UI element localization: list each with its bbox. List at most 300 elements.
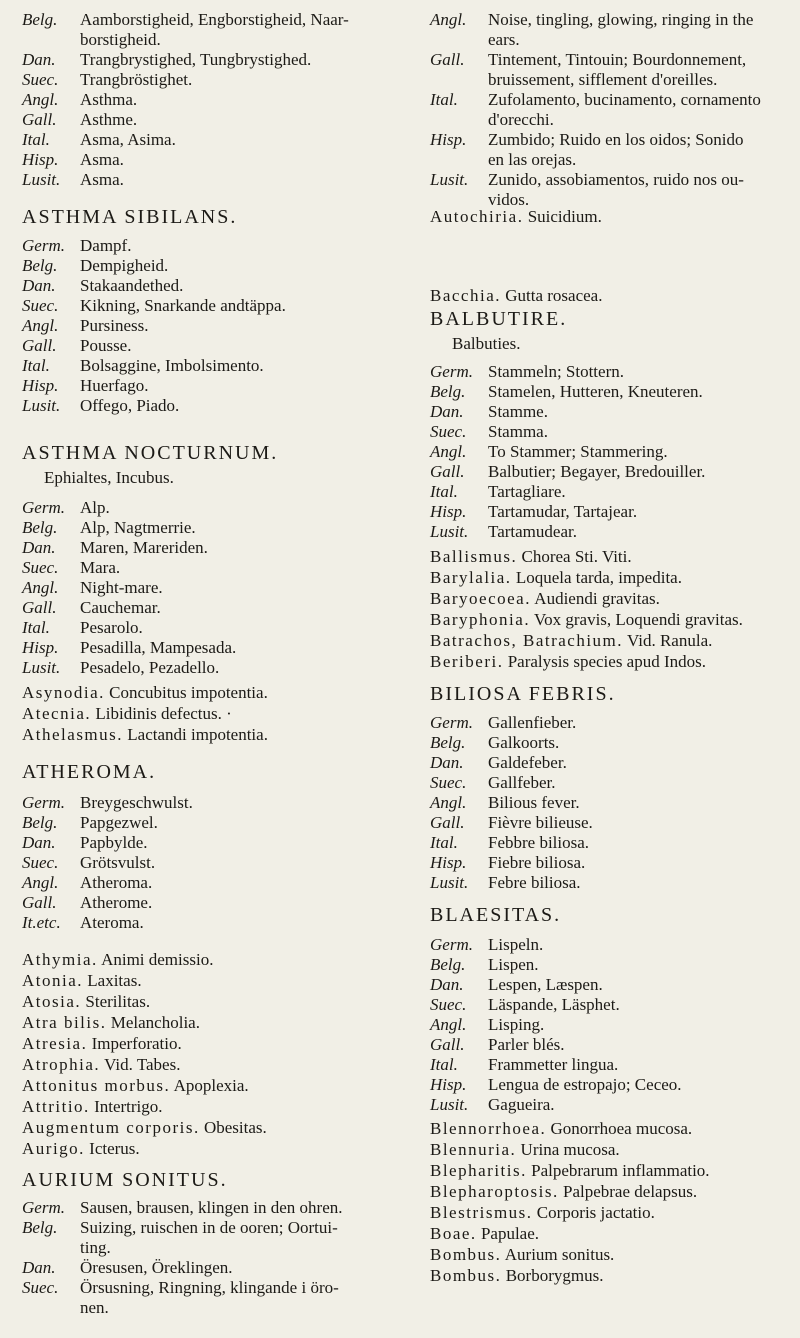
glossary-entry <box>430 285 790 306</box>
translation-row <box>22 893 402 913</box>
language-label: Germ. <box>430 713 473 732</box>
glossary-entry <box>430 1202 790 1223</box>
section-block <box>430 903 790 927</box>
section-block <box>430 10 790 210</box>
language-label: Dan. <box>430 402 464 421</box>
entry-definition: Suicidium. <box>527 207 602 226</box>
translation-text: Alp. <box>80 498 110 517</box>
translation-text: Parler blés. <box>488 1035 565 1054</box>
language-label: Belg. <box>430 955 466 974</box>
entry-term: Bombus. <box>430 1245 502 1264</box>
section-block <box>22 498 402 678</box>
section-block <box>22 468 402 488</box>
translation-text: Zumbido; Ruido en los oidos; Sonido en las orejas. <box>488 130 744 169</box>
translation-row <box>430 995 790 1015</box>
translation-text: Alp, Nagtmerrie. <box>80 518 196 537</box>
language-label: Dan. <box>22 276 56 295</box>
translation-text: Noise, tingling, glowing, ringing in the ears. <box>488 10 754 49</box>
translation-row <box>22 10 402 50</box>
entry-definition: Vid. Tabes. <box>104 1055 181 1074</box>
entry-definition: Melancholia. <box>110 1013 200 1032</box>
translation-row <box>22 150 402 170</box>
translation-row <box>22 833 402 853</box>
section-block <box>22 760 402 784</box>
glossary-entry <box>430 1244 790 1265</box>
translation-text: Stakaandethed. <box>80 276 184 295</box>
translation-row <box>430 833 790 853</box>
glossary-entry <box>22 1012 402 1033</box>
glossary-entry <box>430 567 790 588</box>
entry-term: Baryphonia. <box>430 610 531 629</box>
translation-row <box>430 90 790 130</box>
entry-term: Augmentum corporis. <box>22 1118 200 1137</box>
translation-text: Cauchemar. <box>80 598 161 617</box>
translation-row <box>430 773 790 793</box>
translation-text: Atherome. <box>80 893 153 912</box>
language-label: Angl. <box>22 316 59 335</box>
translation-row <box>22 598 402 618</box>
translation-row <box>22 316 402 336</box>
entry-term: Blepharitis. <box>430 1161 527 1180</box>
translation-text: Tartamudear. <box>488 522 577 541</box>
translation-text: Lisping. <box>488 1015 545 1034</box>
translation-text: Asma, Asima. <box>80 130 176 149</box>
glossary-entry <box>430 1223 790 1244</box>
translation-text: Bolsaggine, Imbolsimento. <box>80 356 264 375</box>
translation-row <box>22 256 402 276</box>
translation-row <box>22 578 402 598</box>
translation-row <box>430 362 790 382</box>
translation-text: Atheroma. <box>80 873 153 892</box>
translation-text: Dempigheid. <box>80 256 169 275</box>
section-block <box>22 441 402 465</box>
entry-definition: Borborygmus. <box>505 1266 604 1285</box>
translation-text: Asthma. <box>80 90 138 109</box>
section-block <box>22 205 402 229</box>
translation-text: Fièvre bilieuse. <box>488 813 593 832</box>
entry-definition: Papulae. <box>480 1224 540 1243</box>
translation-row <box>430 975 790 995</box>
language-label: Angl. <box>430 442 467 461</box>
entry-definition: Animi demissio. <box>101 950 214 969</box>
language-label: Angl. <box>22 873 59 892</box>
translation-text: Stammeln; Stottern. <box>488 362 624 381</box>
glossary-entry <box>22 991 402 1012</box>
entry-term: Blennuria. <box>430 1140 517 1159</box>
language-label: Ital. <box>430 833 458 852</box>
entry-definition: Palpebrarum inflammatio. <box>531 1161 710 1180</box>
section-block <box>22 1198 402 1318</box>
entry-definition: Intertrigo. <box>94 1097 163 1116</box>
section-block <box>430 307 790 331</box>
translation-row <box>430 793 790 813</box>
translation-text: Papbylde. <box>80 833 148 852</box>
translation-text: Febbre biliosa. <box>488 833 590 852</box>
translation-text: Night-mare. <box>80 578 163 597</box>
translation-text: Stamma. <box>488 422 548 441</box>
translation-text: Tartagliare. <box>488 482 566 501</box>
translation-text: Stamelen, Hutteren, Kneuteren. <box>488 382 703 401</box>
glossary-entry <box>430 609 790 630</box>
translation-text: Asma. <box>80 150 124 169</box>
entry-term: Athymia. <box>22 950 98 969</box>
language-label: Ital. <box>430 90 458 109</box>
entry-definition: Paralysis species apud Indos. <box>507 652 707 671</box>
language-label: Dan. <box>22 1258 56 1277</box>
section-block <box>430 713 790 893</box>
language-label: Ital. <box>430 482 458 501</box>
entry-term: Autochiria. <box>430 207 524 226</box>
translation-row <box>22 356 402 376</box>
language-label: Suec. <box>22 558 59 577</box>
translation-text: Dampf. <box>80 236 132 255</box>
language-label: Belg. <box>22 518 58 537</box>
language-label: Ital. <box>22 356 50 375</box>
translation-row <box>430 1095 790 1115</box>
translation-row <box>22 70 402 90</box>
glossary-entry <box>430 1118 790 1139</box>
entry-definition: Gutta rosacea. <box>505 286 603 305</box>
entry-definition: Audiendi gravitas. <box>534 589 660 608</box>
section-subtitle: Ephialtes, Incubus. <box>44 468 174 487</box>
translation-text: Asma. <box>80 170 124 189</box>
section-subtitle: Balbuties. <box>452 334 521 353</box>
translation-row <box>430 422 790 442</box>
translation-text: Zunido, assobiamentos, ruido nos ou- vidos. <box>488 170 744 209</box>
section-heading: ASTHMA SIBILANS. <box>22 206 238 228</box>
language-label: Belg. <box>22 813 58 832</box>
translation-text: Trangbrystighed, Tungbrystighed. <box>80 50 312 69</box>
section-block <box>430 682 790 706</box>
translation-text: Kikning, Snarkande andtäppa. <box>80 296 286 315</box>
translation-row <box>430 955 790 975</box>
glossary-entry <box>22 1075 402 1096</box>
language-label: Germ. <box>22 498 65 517</box>
translation-row <box>22 1218 402 1258</box>
translation-text: Stamme. <box>488 402 548 421</box>
section-block <box>22 236 402 416</box>
language-label: Dan. <box>430 753 464 772</box>
translation-text: Balbutier; Begayer, Bredouiller. <box>488 462 706 481</box>
translation-text: Tintement, Tintouin; Bourdonnement, bruissement, sifflement d'oreilles. <box>488 50 747 89</box>
translation-text: Pesadilla, Mampesada. <box>80 638 237 657</box>
translation-row <box>22 50 402 70</box>
translation-text: Papgezwel. <box>80 813 158 832</box>
translation-row <box>430 753 790 773</box>
translation-text: Pesadelo, Pezadello. <box>80 658 220 677</box>
entry-definition: Vid. Ranula. <box>626 631 713 650</box>
glossary-entry <box>430 651 790 672</box>
translation-row <box>430 10 790 50</box>
section-block <box>430 362 790 542</box>
glossary-entry <box>430 1181 790 1202</box>
language-label: Dan. <box>430 975 464 994</box>
section-block <box>22 682 402 745</box>
language-label: Angl. <box>430 10 467 29</box>
language-label: Germ. <box>430 362 473 381</box>
section-heading: ATHEROMA. <box>22 761 157 783</box>
translation-text: Läspande, Läsphet. <box>488 995 620 1014</box>
glossary-entry <box>430 1265 790 1286</box>
translation-row <box>430 382 790 402</box>
translation-row <box>22 170 402 190</box>
entry-definition: Concubitus impotentia. <box>109 683 268 702</box>
entry-term: Atresia. <box>22 1034 88 1053</box>
entry-definition: Lactandi impotentia. <box>127 725 268 744</box>
glossary-entry <box>22 1138 402 1159</box>
entry-term: Atecnia. <box>22 704 92 723</box>
translation-row <box>22 396 402 416</box>
translation-text: Maren, Mareriden. <box>80 538 208 557</box>
translation-text: Aamborstigheid, Engborstigheid, Naar- borstigheid. <box>80 10 349 49</box>
translation-row <box>22 1258 402 1278</box>
entry-definition: Loquela tarda, impedita. <box>515 568 682 587</box>
language-label: Hisp. <box>430 502 467 521</box>
section-block <box>22 793 402 933</box>
translation-row <box>22 110 402 130</box>
entry-term: Atonia. <box>22 971 84 990</box>
entry-term: Blepharoptosis. <box>430 1182 559 1201</box>
translation-row <box>22 558 402 578</box>
translation-row <box>22 853 402 873</box>
translation-row <box>430 873 790 893</box>
section-block <box>22 949 402 1159</box>
glossary-entry <box>22 1054 402 1075</box>
language-label: Hisp. <box>22 376 59 395</box>
entry-definition: Corporis jactatio. <box>536 1203 655 1222</box>
glossary-entry <box>22 949 402 970</box>
language-label: Hisp. <box>22 638 59 657</box>
translation-text: To Stammer; Stammering. <box>488 442 668 461</box>
glossary-entry <box>430 588 790 609</box>
translation-text: Huerfago. <box>80 376 149 395</box>
translation-row <box>22 638 402 658</box>
language-label: Ital. <box>430 1055 458 1074</box>
translation-text: Öresusen, Öreklingen. <box>80 1258 233 1277</box>
language-label: Lusit. <box>22 170 61 189</box>
language-label: Germ. <box>22 1198 65 1217</box>
translation-row <box>430 1075 790 1095</box>
translation-text: Trangbröstighet. <box>80 70 193 89</box>
translation-row <box>430 1015 790 1035</box>
translation-row <box>430 935 790 955</box>
language-label: Angl. <box>430 793 467 812</box>
language-label: Suec. <box>22 70 59 89</box>
translation-text: Ateroma. <box>80 913 144 932</box>
translation-text: Lespen, Læspen. <box>488 975 603 994</box>
entry-term: Attritio. <box>22 1097 90 1116</box>
translation-row <box>430 442 790 462</box>
translation-text: Örsusning, Ringning, klingande i öro- nen. <box>80 1278 339 1317</box>
glossary-entry <box>430 1139 790 1160</box>
section-heading: BILIOSA FEBRIS. <box>430 683 616 705</box>
language-label: Belg. <box>22 10 58 29</box>
language-label: Angl. <box>430 1015 467 1034</box>
translation-text: Zufolamento, bucinamento, cornamento d'orecchi. <box>488 90 761 129</box>
translation-row <box>22 873 402 893</box>
translation-text: Lispen. <box>488 955 539 974</box>
language-label: Lusit. <box>22 658 61 677</box>
language-label: Lusit. <box>430 522 469 541</box>
entry-definition: Icterus. <box>89 1139 140 1158</box>
translation-row <box>430 853 790 873</box>
entry-term: Atrophia. <box>22 1055 101 1074</box>
glossary-entry <box>430 206 790 227</box>
entry-term: Ballismus. <box>430 547 518 566</box>
entry-term: Atosia. <box>22 992 82 1011</box>
translation-row <box>430 170 790 210</box>
entry-term: Baryoecoea. <box>430 589 531 608</box>
translation-row <box>22 658 402 678</box>
language-label: Dan. <box>22 833 56 852</box>
translation-row <box>430 402 790 422</box>
entry-definition: Sterilitas. <box>85 992 151 1011</box>
entry-term: Bacchia. <box>430 286 501 305</box>
translation-row <box>22 813 402 833</box>
language-label: Suec. <box>22 296 59 315</box>
language-label: Gall. <box>22 110 57 129</box>
translation-row <box>22 276 402 296</box>
section-heading: BALBUTIRE. <box>430 308 568 330</box>
entry-term: Beriberi. <box>430 652 504 671</box>
translation-row <box>430 733 790 753</box>
section-block <box>430 334 790 354</box>
entry-term: Attonitus morbus. <box>22 1076 171 1095</box>
language-label: It.etc. <box>22 913 61 932</box>
language-label: Suec. <box>22 1278 59 1297</box>
translation-row <box>22 336 402 356</box>
glossary-entry <box>22 703 402 724</box>
translation-row <box>430 813 790 833</box>
translation-text: Pursiness. <box>80 316 149 335</box>
language-label: Dan. <box>22 50 56 69</box>
translation-text: Gagueira. <box>488 1095 555 1114</box>
section-block <box>430 285 790 306</box>
translation-text: Galkoorts. <box>488 733 560 752</box>
translation-row <box>430 482 790 502</box>
entry-definition: Imperforatio. <box>91 1034 182 1053</box>
entry-term: Batrachos, Batrachium. <box>430 631 624 650</box>
language-label: Germ. <box>22 793 65 812</box>
language-label: Ital. <box>22 618 50 637</box>
glossary-entry <box>22 1117 402 1138</box>
language-label: Lusit. <box>430 170 469 189</box>
translation-row <box>430 50 790 90</box>
translation-row <box>22 518 402 538</box>
translation-text: Frammetter lingua. <box>488 1055 619 1074</box>
entry-term: Blestrismus. <box>430 1203 533 1222</box>
language-label: Suec. <box>430 773 467 792</box>
language-label: Ital. <box>22 130 50 149</box>
glossary-entry <box>22 1096 402 1117</box>
section-heading: AURIUM SONITUS. <box>22 1169 228 1191</box>
section-block <box>22 1168 402 1192</box>
language-label: Dan. <box>22 538 56 557</box>
language-label: Belg. <box>430 733 466 752</box>
language-label: Germ. <box>430 935 473 954</box>
language-label: Angl. <box>22 90 59 109</box>
language-label: Gall. <box>430 813 465 832</box>
translation-text: Lengua de estropajo; Ceceo. <box>488 1075 682 1094</box>
language-label: Hisp. <box>430 130 467 149</box>
translation-row <box>22 793 402 813</box>
translation-text: Asthme. <box>80 110 138 129</box>
language-label: Hisp. <box>22 150 59 169</box>
glossary-entry <box>22 724 402 745</box>
language-label: Lusit. <box>430 873 469 892</box>
section-block <box>430 935 790 1115</box>
language-label: Belg. <box>22 256 58 275</box>
translation-text: Pesarolo. <box>80 618 143 637</box>
language-label: Suec. <box>430 422 467 441</box>
translation-text: Grötsvulst. <box>80 853 156 872</box>
entry-definition: Palpebrae delapsus. <box>563 1182 698 1201</box>
language-label: Gall. <box>430 462 465 481</box>
translation-text: Gallfeber. <box>488 773 556 792</box>
translation-text: Gallenfieber. <box>488 713 577 732</box>
entry-definition: Chorea Sti. Viti. <box>521 547 632 566</box>
glossary-entry <box>22 1033 402 1054</box>
translation-text: Fiebre biliosa. <box>488 853 586 872</box>
glossary-entry <box>22 970 402 991</box>
entry-definition: Laxitas. <box>87 971 142 990</box>
translation-row <box>430 1055 790 1075</box>
entry-term: Athelasmus. <box>22 725 124 744</box>
entry-term: Barylalia. <box>430 568 512 587</box>
translation-row <box>22 296 402 316</box>
language-label: Gall. <box>22 598 57 617</box>
translation-text: Tartamudar, Tartajear. <box>488 502 638 521</box>
language-label: Belg. <box>430 382 466 401</box>
entry-definition: Vox gravis, Loquendi gravitas. <box>534 610 743 629</box>
entry-definition: Obesitas. <box>203 1118 267 1137</box>
section-block <box>430 1118 790 1286</box>
entry-term: Asynodia. <box>22 683 105 702</box>
translation-row <box>430 1035 790 1055</box>
glossary-entry <box>430 1160 790 1181</box>
section-block <box>22 10 402 190</box>
section-block <box>430 206 790 227</box>
glossary-entry <box>430 630 790 651</box>
translation-text: Mara. <box>80 558 121 577</box>
entry-term: Bombus. <box>430 1266 502 1285</box>
translation-row <box>22 1278 402 1318</box>
translation-text: Sausen, brausen, klingen in den ohren. <box>80 1198 343 1217</box>
language-label: Gall. <box>430 50 465 69</box>
translation-row <box>22 913 402 933</box>
entry-term: Boae. <box>430 1224 477 1243</box>
translation-text: Febre biliosa. <box>488 873 581 892</box>
translation-text: Lispeln. <box>488 935 544 954</box>
translation-row <box>430 502 790 522</box>
translation-row <box>22 538 402 558</box>
translation-row <box>22 376 402 396</box>
entry-definition: Urina mucosa. <box>520 1140 620 1159</box>
entry-term: Blennorrhoea. <box>430 1119 547 1138</box>
entry-definition: Gonorrhoea mucosa. <box>550 1119 693 1138</box>
language-label: Gall. <box>430 1035 465 1054</box>
language-label: Belg. <box>22 1218 58 1237</box>
translation-row <box>430 522 790 542</box>
glossary-entry <box>22 682 402 703</box>
language-label: Lusit. <box>22 396 61 415</box>
glossary-entry <box>430 546 790 567</box>
translation-text: Breygeschwulst. <box>80 793 193 812</box>
translation-text: Offego, Piado. <box>80 396 180 415</box>
translation-row <box>22 236 402 256</box>
translation-text: Suizing, ruischen in de ooren; Oortui- ting. <box>80 1218 338 1257</box>
section-block <box>430 546 790 672</box>
